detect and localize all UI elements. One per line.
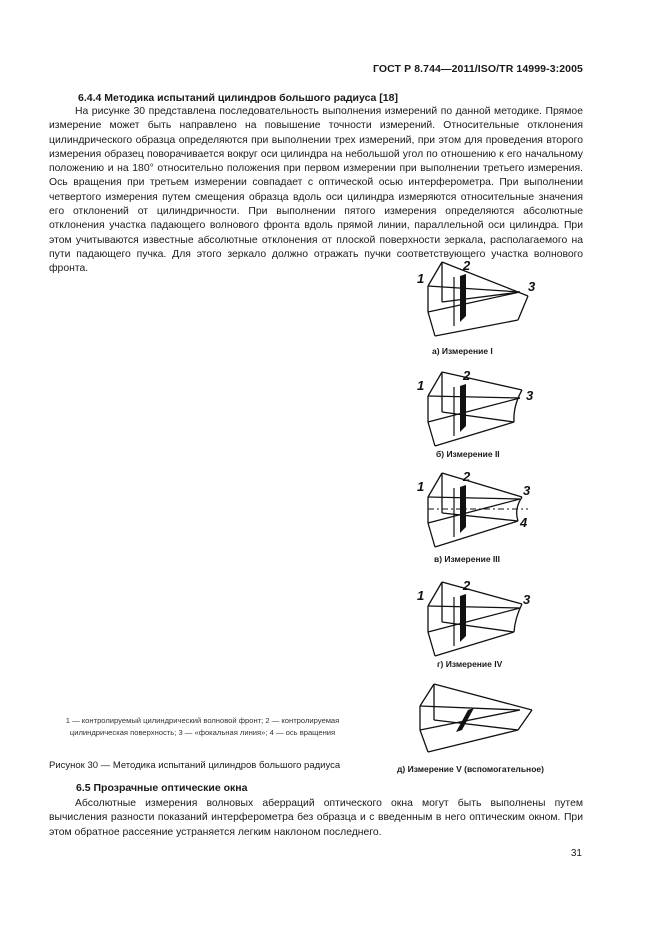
figure-caption-b: б) Измерение II <box>436 449 500 459</box>
label-2: 2 <box>463 578 471 593</box>
figure-title: Рисунок 30 — Методика испытаний цилиндров большого радиуса <box>49 760 341 771</box>
figure-caption-d: г) Измерение IV <box>437 659 503 669</box>
document-header: ГОСТ Р 8.744—2011/ISO/TR 14999-3:2005 <box>372 63 583 75</box>
page-number: 31 <box>570 848 582 859</box>
section-title-6-5: 6.5 Прозрачные оптические окна <box>76 782 248 794</box>
figure-caption-a: а) Измерение I <box>432 346 493 356</box>
label-2: 2 <box>463 469 471 484</box>
label-3: 3 <box>523 592 531 607</box>
section-paragraph-6-5: Абсолютные измерения волновых аберраций оптического окна могут быть выполнены путем вычисления разности показаний интерферометра без образца и с введенным в него оптическим окном. При этом обратное рассеяние устраняется легким наклоном последнего. <box>49 798 583 838</box>
label-1: 1 <box>417 271 425 286</box>
figure-a-diagram <box>410 256 550 346</box>
figure-legend: 1 — контролируемый цилиндрический волновой фронт; 2 — контролируемая цилиндрическая поверхность; 3 — «фокальная линия»; 4 — ось вращения <box>65 716 340 737</box>
label-2: 2 <box>463 258 471 273</box>
figure-caption-e: д) Измерение V (вспомогательное) <box>397 764 544 774</box>
label-4: 4 <box>520 515 528 530</box>
label-2: 2 <box>463 368 471 383</box>
figure-b-diagram <box>410 366 550 456</box>
label-1: 1 <box>417 479 425 494</box>
label-3: 3 <box>526 388 534 403</box>
label-3: 3 <box>528 279 536 294</box>
figure-caption-c: в) Измерение III <box>434 554 501 564</box>
label-1: 1 <box>417 378 425 393</box>
figure-e-diagram <box>410 680 550 760</box>
section-paragraph-6-4-4: На рисунке 30 представлена последовательность выполнения измерений по данной методике. Прямое измерение может быть направлено на повышение точности измерений. Относительные отклонения цилиндрического образца определяются при выполнении трех измерений, при этом для проведения второго измерения образец поворачивается вокруг оси цилиндра на небольшой угол по отношению к его начальному положению и на 180° относительно положения при первом измерении при выполнении третьего измерения. Ось вращения при третьем измерении совпадает с оптической осью интерферометра. При выполнении четвертого измерения путем смещения образца вдоль оси цилиндра измеряются относительные значения его отклонений от цилиндричности. При выполнении пятого измерения определяются абсолютные отклонения участка падающего волнового фронта вдоль прямой линии, параллельной оси цилиндра. При этом учитываются известные абсолютные отклонения от плоской поверхности зеркала, располагаемого на пути падающего пучка. Для этого зеркало должно отражать пучки соответствующего участка волнового фронта. <box>49 106 583 275</box>
label-3: 3 <box>523 483 531 498</box>
section-title-6-4-4: 6.4.4 Методика испытаний цилиндров большого радиуса [18] <box>78 92 398 104</box>
figure-c-diagram <box>410 467 550 557</box>
label-1: 1 <box>417 588 425 603</box>
figure-d-diagram <box>410 576 550 666</box>
